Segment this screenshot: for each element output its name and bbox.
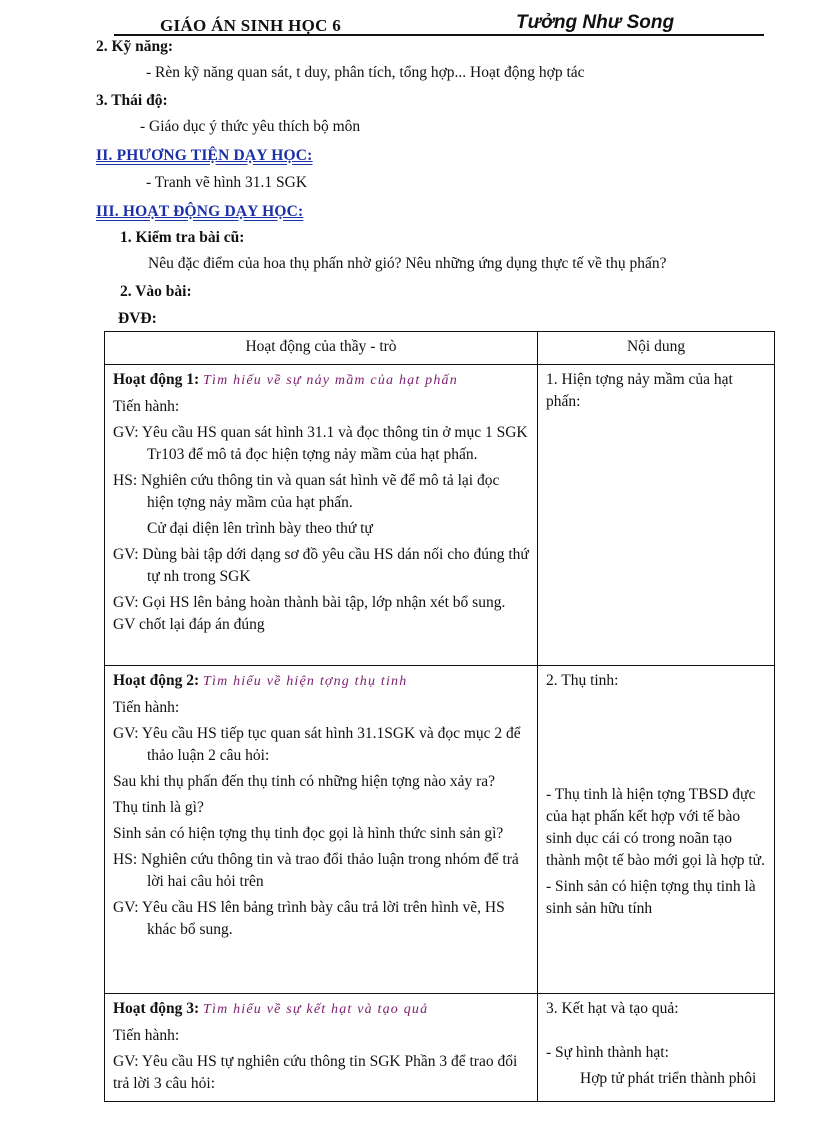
activity-1-line: GV: Gọi HS lên bảng hoàn thành bài tập, lớp nhận xét bổ sung. GV chốt lại đáp án đúng bbox=[113, 594, 506, 633]
activity-2-line: GV: Yêu cầu HS lên bảng trình bày câu trả lời trên hình vẽ, HS khác bổ sung. bbox=[113, 899, 505, 938]
section-ii-text: - Tranh vẽ hình 31.1 SGK bbox=[146, 174, 308, 191]
activity-2-label: Hoạt động 2: bbox=[113, 672, 200, 689]
content-2-heading: 2. Thụ tinh: bbox=[546, 672, 619, 689]
lesson-activity-table bbox=[104, 331, 775, 1102]
intro-label: 2. Vào bài: bbox=[120, 283, 192, 300]
table-header-row bbox=[105, 332, 775, 365]
activity-2-line: Sau khi thụ phấn đến thụ tinh có những hiện tợng nào xảy ra? bbox=[113, 773, 496, 790]
content-1-heading: 1. Hiện tợng nảy mầm của hạt phấn: bbox=[546, 371, 733, 410]
activity-1-line: GV: Dùng bài tập dới dạng sơ đồ yêu cầu HS dán nối cho đúng thứ tự nh trong SGK bbox=[113, 546, 529, 585]
content-2-definition: - Thụ tinh là hiện tợng TBSD đực của hạt phấn kết hợp với tế bào sinh dục cái có trong noãn tạo thành một tế bào mới gọi là hợp tử. bbox=[546, 786, 765, 869]
activity-2-line: GV: Yêu cầu HS tiếp tục quan sát hình 31.1SGK và đọc mục 2 để thảo luận 2 câu hỏi: bbox=[113, 725, 521, 764]
activity-1-cell bbox=[105, 365, 538, 666]
check-old-lesson-label: 1. Kiểm tra bài cũ: bbox=[120, 229, 245, 246]
table-row bbox=[105, 666, 775, 994]
activity-1-line: Tiến hành: bbox=[113, 398, 180, 415]
activity-2-line: Thụ tinh là gì? bbox=[113, 799, 204, 816]
activity-2-title: Tìm hiểu về hiện tợng thụ tinh bbox=[203, 674, 408, 689]
header-rule bbox=[114, 34, 764, 36]
column-header-activities: Hoạt động của thầy - trò bbox=[105, 332, 538, 365]
activity-2-line: HS: Nghiên cứu thông tin và trao đổi thảo luận trong nhóm để trả lời hai câu hỏi trên bbox=[113, 851, 519, 890]
section-ii-heading: II. PHƯƠNG TIỆN DẠY HỌC: bbox=[96, 147, 313, 164]
check-old-lesson-question: Nêu đặc điểm của hoa thụ phấn nhờ gió? Nêu những ứng dụng thực tế về thụ phấn? bbox=[148, 255, 667, 272]
activity-2-line: Tiến hành: bbox=[113, 699, 180, 716]
activity-3-title: Tìm hiểu về sự kết hạt và tạo quả bbox=[203, 1002, 429, 1017]
header-title: GIÁO ÁN SINH HỌC 6 bbox=[160, 16, 342, 35]
activity-1-title: Tìm hiểu về sự nảy mầm của hạt phấn bbox=[203, 373, 458, 388]
activity-1-line: HS: Nghiên cứu thông tin và quan sát hình vẽ để mô tả lại đọc hiện tợng nảy mầm của hạt phấn. bbox=[113, 472, 500, 511]
skills-text: - Rèn kỹ năng quan sát, t duy, phân tích, tổng hợp... Hoạt động hợp tác bbox=[146, 64, 585, 81]
content-3-subheading: - Sự hình thành hạt: bbox=[546, 1044, 669, 1061]
activity-2-cell bbox=[105, 666, 538, 994]
activity-3-line: GV: Yêu cầu HS tự nghiên cứu thông tin SGK Phần 3 để trao đổi trả lời 3 câu hỏi: bbox=[113, 1053, 518, 1092]
content-2-cell bbox=[538, 666, 775, 994]
skills-heading: 2. Kỹ năng: bbox=[96, 38, 174, 55]
activity-3-cell bbox=[105, 994, 538, 1102]
content-3-text: Hợp tử phát triển thành phôi bbox=[580, 1070, 757, 1087]
content-3-heading: 3. Kết hạt và tạo quả: bbox=[546, 1000, 679, 1017]
attitude-text: - Giáo dục ý thức yêu thích bộ môn bbox=[140, 118, 361, 135]
dvd-label: ĐVĐ: bbox=[118, 310, 157, 327]
activity-3-label: Hoạt động 3: bbox=[113, 1000, 200, 1017]
column-header-content: Nội dung bbox=[538, 332, 775, 365]
section-iii-heading: III. HOẠT ĐỘNG DẠY HỌC: bbox=[96, 203, 304, 220]
activity-1-label: Hoạt động 1: bbox=[113, 371, 200, 388]
content-1-cell bbox=[538, 365, 775, 666]
activity-3-line: Tiến hành: bbox=[113, 1027, 180, 1044]
activity-1-line: Cử đại diện lên trình bày theo thứ tự bbox=[147, 520, 373, 537]
content-3-cell bbox=[538, 994, 775, 1102]
content-2-conclusion: - Sinh sản có hiện tợng thụ tinh là sinh sản hữu tính bbox=[546, 878, 756, 917]
table-row bbox=[105, 994, 775, 1102]
table-row bbox=[105, 365, 775, 666]
header-author: Tưởng Như Song bbox=[516, 12, 675, 33]
attitude-heading: 3. Thái độ: bbox=[96, 92, 168, 109]
activity-1-line: GV: Yêu cầu HS quan sát hình 31.1 và đọc thông tin ở mục 1 SGK Tr103 để mô tả đọc hiện tợng nảy mầm của hạt phấn. bbox=[113, 424, 528, 463]
activity-2-line: Sinh sản có hiện tợng thụ tinh đọc gọi là hình thức sinh sản gì? bbox=[113, 825, 504, 842]
